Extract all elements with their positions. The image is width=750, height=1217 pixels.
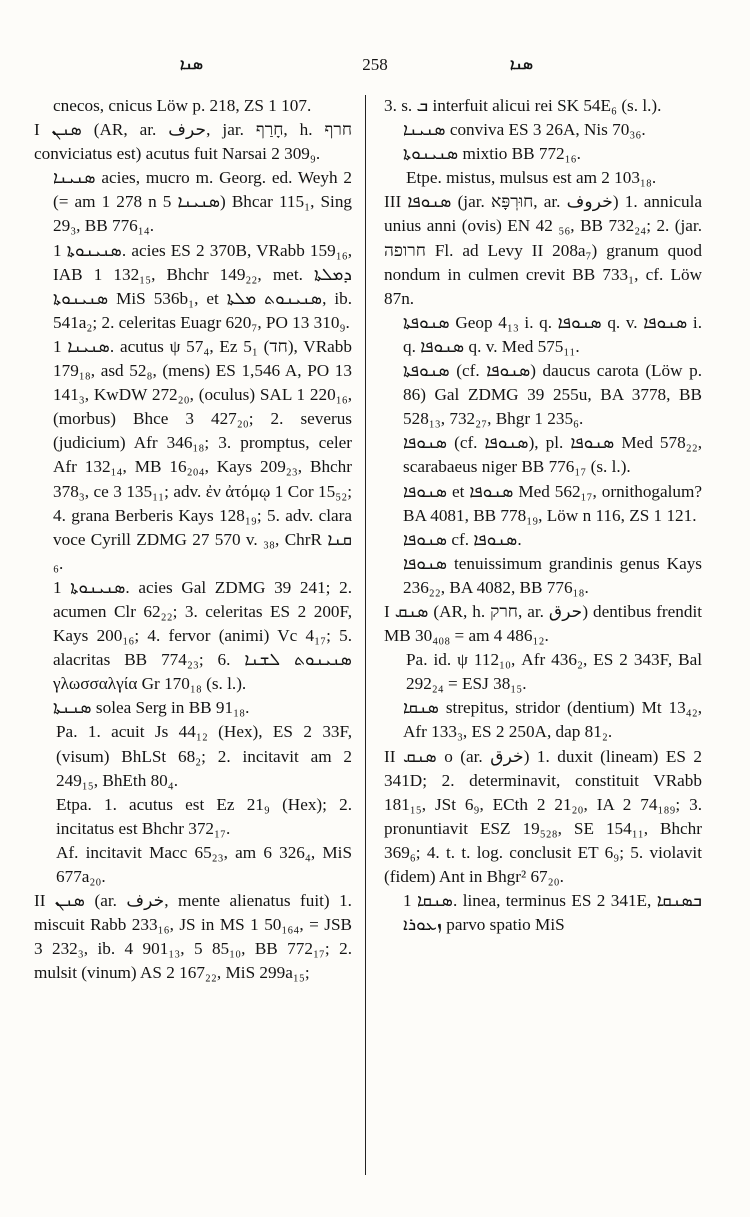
entry: ܣܢܘܦܐ cf. ܣܢܘܦܐ. (403, 529, 522, 549)
header-right-word: ܣܢܐ (510, 55, 533, 73)
entry: ܣܢܘܦܐ tenuissimum grandinis genus Kays 236₂₂, BA 4082, BB 776₁₈. (403, 553, 702, 597)
entry: ܣܢܝܢܘܬܐ 1. acies Gal ZDMG 39 241; 2. acumen Clr 62₂₂; 3. celeritas ES 2 200F, Kays 200₁₆; 4. fervor (animi) Vc 4₁₇; 5. alacritas BB 774₂₃; 6. ܣܢܝܢܘܬ ܠܫܢܐ γλωσσαλγία Gr 170₁₈ (s. l.). (53, 577, 352, 694)
entry-root: I ܣܢܩ (AR, h. חרק, ar. حرق) dentibus frendit MB 30₄₀₈ = am 4 486₁₂. (384, 601, 703, 646)
column-divider (365, 95, 366, 1175)
entry-stem: Pa. 1. acuit Js 44₁₂ (Hex), ES 2 33F, (visum) BhLSt 68₂; 2. incitavit am 2 249₁₅, BhEth 80₄. (56, 722, 352, 790)
entry: ܣܢܝܢܘܬܐ mixtio BB 772₁₆. (403, 144, 581, 164)
entry: ܣܢܝܢܐ conviva ES 3 26A, Nis 70₃₆. (403, 120, 646, 140)
entry: ܣܢܘܦܐ (cf. ܣܢܘܦܐ), pl. ܣܢܘܦܐ Med 578₂₂, scarabaeus niger BB 776₁₇ (s. l.). (403, 433, 702, 477)
entry-root: II ܣܢܩ o (ar. خرق) 1. duxit (lineam) ES 2 341D; 2. determinavit, constituit VRabb 181₁₅, JSt 6₉, ECth 2 21₂₀, IA 2 74₁₈₉; 3. pronuntiavit ESZ 19₅₂₈, SE 154₁₁, Bhchr 369₆; 4. t. t. log. conclusit ET 6₉; 5. violavit (fidem) Ant in Bhgr² 67₂₀. (384, 746, 702, 886)
entry-root: III ܣܢܘܦܐ (jar. חוּרְפָּא, ar. خروف) 1. annicula unius anni (ovis) EN 42 ₅₆, BB 732₂₄; 2. (jar. חרופה Fl. ad Levy II 208a₇) granum quod nondum in culmen crevit BB 733₁, cf. Löw 87n. (384, 192, 703, 308)
entry: ܣܢܩܐ 1. linea, terminus ES 2 341E, ܒܣܢܩܐ ܙܥܘܪܐ parvo spatio MiS (403, 891, 702, 935)
left-column (34, 94, 352, 985)
entry-root: II ܣܢܢ (ar. خرف, mente alienatus fuit) 1. miscuit Rabb 233₁₆, JS in MS 1 50₁₆₄, = JSB 3 232₃, ib. 4 901₁₃, 5 85₁₀, BB 772₁₇; 2. mulsit (vinum) AS 2 167₂₂, MiS 299a₁₅; (34, 891, 352, 983)
entry: ܣܢܢܬܐ solea Serg in BB 91₁₈. (53, 698, 250, 718)
entry-stem: Etpe. mistus, mulsus est am 2 103₁₈. (406, 168, 657, 188)
running-head (40, 55, 710, 79)
entry: ܣܢܘܦܐ et ܣܢܘܦܐ Med 562₁₇, ornithogalum? BA 4081, BB 778₁₉, Löw n 116, ZS 1 121. (403, 481, 703, 525)
entry-stem: Etpa. 1. acutus est Ez 21₉ (Hex); 2. incitatus est Bhchr 372₁₇. (56, 794, 352, 838)
entry: ܣܢܝܢܐ 1. acutus ψ 57₄, Ez 5₁ (חד), VRabb 179₁₈, asd 52₈, (mens) ES 1,546 A, PO 13 141₃, KwDW 272₂₀, (oculus) SAL 1 220₁₆, (morbus) Bhce 3 427₂₀; 2. severus (judicium) Afr 346₁₈; 3. promptus, celer Afr 132₁₄, MB 16₂₀₄, Kays 209₂₃, Bhchr 378₃, ce 3 135₁₁; adv. ἐν ἀτόμῳ 1 Cor 15₅₂; 4. grana Berberis Kays 128₁₉; 5. adv. clara voce Cyrill ZDMG 27 570 v. ₃₈, ChrR ܩܢܐ ₆. (53, 336, 352, 573)
entry: ܣܢܝܢܘܬܐ 1. acies ES 2 370B, VRabb 159₁₆, IAB 1 132₁₅, Bhchr 149₂₂, met. ܕܡܠܬܐ ܣܢܝܢܘܬܐ MiS 536b₁, et ܣܢܝܢܘܬ ܡܠܬܐ, ib. 541a₂; 2. celeritas Euagr 620₇, PO 13 310₉. (53, 240, 353, 332)
entry-continuation: 3. s. ܒ interfuit alicui rei SK 54E₆ (s. l.). (384, 96, 662, 115)
entry: ܣܢܩܐ strepitus, stridor (dentium) Mt 13₄₂, Afr 133₃, ES 2 250A, dap 81₂. (403, 698, 702, 742)
entry-stem: Pa. id. ψ 112₁₀, Afr 436₂, ES 2 343F, Bal 292₂₄ = ESJ 38₁₅. (406, 650, 702, 694)
right-column (384, 94, 702, 937)
entry: ܣܢܝܢܐ acies, mucro m. Georg. ed. Weyh 2 (= am 1 278 n 5 ܣܢܝܢܐ) Bhcar 115₁, Sing 29₃, BB 776₁₄. (53, 168, 353, 236)
entry-continuation: cnecos, cnicus Löw p. 218, ZS 1 107. (53, 96, 312, 115)
entry: ܣܢܘܦܬܐ Geop 4₁₃ i. q. ܣܢܘܦܐ q. v. ܣܢܘܦܐ i. q. ܣܢܘܦܐ q. v. Med 575₁₁. (403, 312, 702, 356)
entry-root: I ܣܢܢ (AR, ar. حرف, jar. חָרַף, h. חרף conviciatus est) acutus fuit Narsai 2 309₉. (34, 120, 352, 164)
entry-stem: Af. incitavit Macc 65₂₃, am 6 326₄, MiS 677a₂₀. (56, 842, 352, 886)
header-left-word: ܣܢܐ (180, 55, 203, 73)
entry: ܣܢܘܦܬܐ (cf. ܣܢܘܦܐ) daucus carota (Löw p. 86) Gal ZDMG 39 255u, BA 3778, BB 528₁₃, 732₂₇, Bhgr 1 235₆. (403, 361, 702, 429)
page-number: 258 (362, 55, 388, 74)
